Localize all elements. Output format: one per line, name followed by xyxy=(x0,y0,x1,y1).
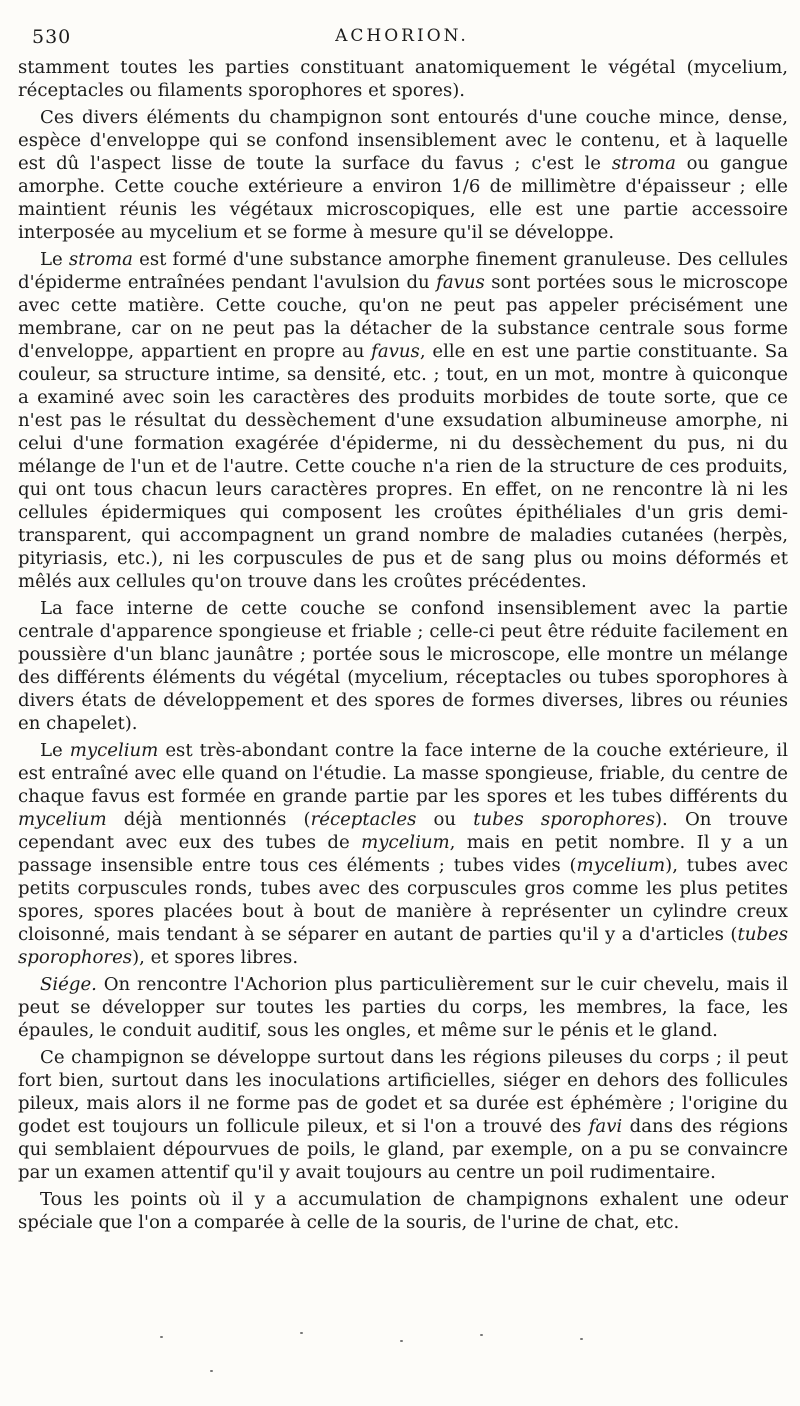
text-run: ou xyxy=(416,809,474,830)
text-run: stamment toutes les parties constituant anatomiquement le végétal (mycelium, réceptacles ou filaments sporophores et spores). xyxy=(18,57,788,101)
italic-term: réceptacles xyxy=(310,809,417,830)
text-run: , mais en petit nombre. Il y a un passage insensible entre tous ces éléments ; tubes vides ( xyxy=(18,832,788,876)
italic-term: stroma xyxy=(611,153,676,174)
text-run: est formé d'une substance amorphe finement granuleuse. Des cellules d'épiderme entraînées pendant l'avulsion du xyxy=(18,249,788,293)
page-header xyxy=(32,26,772,50)
text-run: ). On trouve cependant avec eux des tubes de xyxy=(18,809,788,853)
paragraph xyxy=(18,248,788,593)
paragraph xyxy=(18,1046,788,1184)
text-run: ou gangue amorphe. Cette couche extérieure a environ 1/6 de millimètre d'épaisseur ; elle maintient réunis les végétaux microscopiques, elle est une partie accessoire interposée au mycelium et se forme à mesure qu'il se développe. xyxy=(18,153,788,243)
text-run: ), et spores libres. xyxy=(132,947,299,968)
text-run: sont portées sous le microscope avec cette matière. Cette couche, qu'on ne peut pas appeler précisément une membrane, car on ne peut pas la détacher de la substance centrale sous forme d'enveloppe, appartient en propre au xyxy=(18,272,788,362)
text-run: Le xyxy=(40,740,70,761)
text-run: ), tubes avec petits corpuscules ronds, tubes avec des corpuscules gros comme les plus petites spores, spores placées bout à bout de manière à représenter un cylindre creux cloisonné, mais tendant à se séparer en autant de parties qu'il y a d'articles ( xyxy=(18,855,788,945)
text-run: On rencontre l'Achorion plus particulièrement sur le cuir chevelu, mais il peut se développer sur toutes les parties du corps, les membres, la face, les épaules, le conduit auditif, sous les ongles, et même sur le pénis et le gland. xyxy=(18,974,788,1041)
paragraph xyxy=(18,739,788,969)
text-run: Le xyxy=(40,249,69,270)
italic-term: favus xyxy=(436,272,485,293)
text-run: , elle en est une partie constituante. Sa couleur, sa structure intime, sa densité, etc. ; tout, en un mot, montre à quiconque a examiné avec soin les caractères des produits morbides de toute sorte, que ce n'est pas le résultat du dessèchement d'une exsudation albumineuse amorphe, ni celui d'une formation exagérée d'épiderme, ni du dessèchement du pus, ni du mélange de l'un et de l'autre. Cette couche n'a rien de la structure de ces produits, qui ont tous chacun leurs caractères propres. En effet, on ne rencontre là ni les cellules épidermiques qui composent les croûtes épithéliales d'un gris demi-transparent, qui accompagnent un grand nombre de maladies cutanées (herpès, pityriasis, etc.), ni les corpuscules de pus et de sang plus ou moins déformés et mêlés aux cellules qu'on trouve dans les croûtes précédentes. xyxy=(18,341,788,592)
italic-term: mycelium xyxy=(576,855,666,876)
running-head: ACHORION. xyxy=(335,26,469,46)
italic-term: favus xyxy=(371,341,420,362)
text-run: Ce champignon se développe surtout dans les régions pileuses du corps ; il peut fort bien, surtout dans les inoculations artificielles, siéger en dehors des follicules pileux, mais alors il ne forme pas de godet et sa durée est éphémère ; l'origine du godet est toujours un follicule pileux, et si l'on a trouvé des xyxy=(18,1047,788,1137)
scan-specks xyxy=(150,1330,650,1390)
italic-term: mycelium xyxy=(18,809,107,830)
paragraph xyxy=(18,1188,788,1234)
body-text xyxy=(18,56,788,1234)
text-run: Ces divers éléments du champignon sont entourés d'une couche mince, dense, espèce d'enveloppe qui se confond insensiblement avec le contenu, et à laquelle est dû l'aspect lisse de toute la surface du favus ; c'est le xyxy=(18,107,788,174)
italic-term: stroma xyxy=(68,249,133,270)
paragraph xyxy=(18,56,788,102)
text-run: Tous les points où il y a accumulation de champignons exhalent une odeur spéciale que l'on a comparée à celle de la souris, de l'urine de chat, etc. xyxy=(18,1189,788,1233)
paragraph xyxy=(18,106,788,244)
paragraph xyxy=(18,973,788,1042)
italic-term: tubes sporophores xyxy=(18,924,788,968)
paragraph xyxy=(18,597,788,735)
page-number: 530 xyxy=(32,26,72,48)
italic-term: Siége. xyxy=(40,974,97,995)
text-run: La face interne de cette couche se confond insensiblement avec la partie centrale d'apparence spongieuse et friable ; celle-ci peut être réduite facilement en poussière d'un blanc jaunâtre ; portée sous le microscope, elle montre un mélange des différents éléments du végétal (mycelium, réceptacles ou tubes sporophores à divers états de développement et des spores de formes diverses, libres ou réunies en chapelet). xyxy=(18,598,788,734)
text-run: dans des régions qui semblaient dépourvues de poils, le gland, par exemple, on a pu se convaincre par un examen attentif qu'il y avait toujours au centre un poil rudimentaire. xyxy=(18,1116,789,1183)
italic-term: favi xyxy=(588,1116,623,1137)
italic-term: mycelium xyxy=(361,832,450,853)
text-run: déjà mentionnés ( xyxy=(106,809,311,830)
text-run: est très-abondant contre la face interne de la couche extérieure, il est entraîné avec elle quand on l'étudie. La masse spongieuse, friable, du centre de chaque favus est formée en grande partie par les spores et les tubes différents du xyxy=(18,740,788,807)
italic-term: mycelium xyxy=(69,740,159,761)
italic-term: tubes sporophores xyxy=(473,809,655,830)
